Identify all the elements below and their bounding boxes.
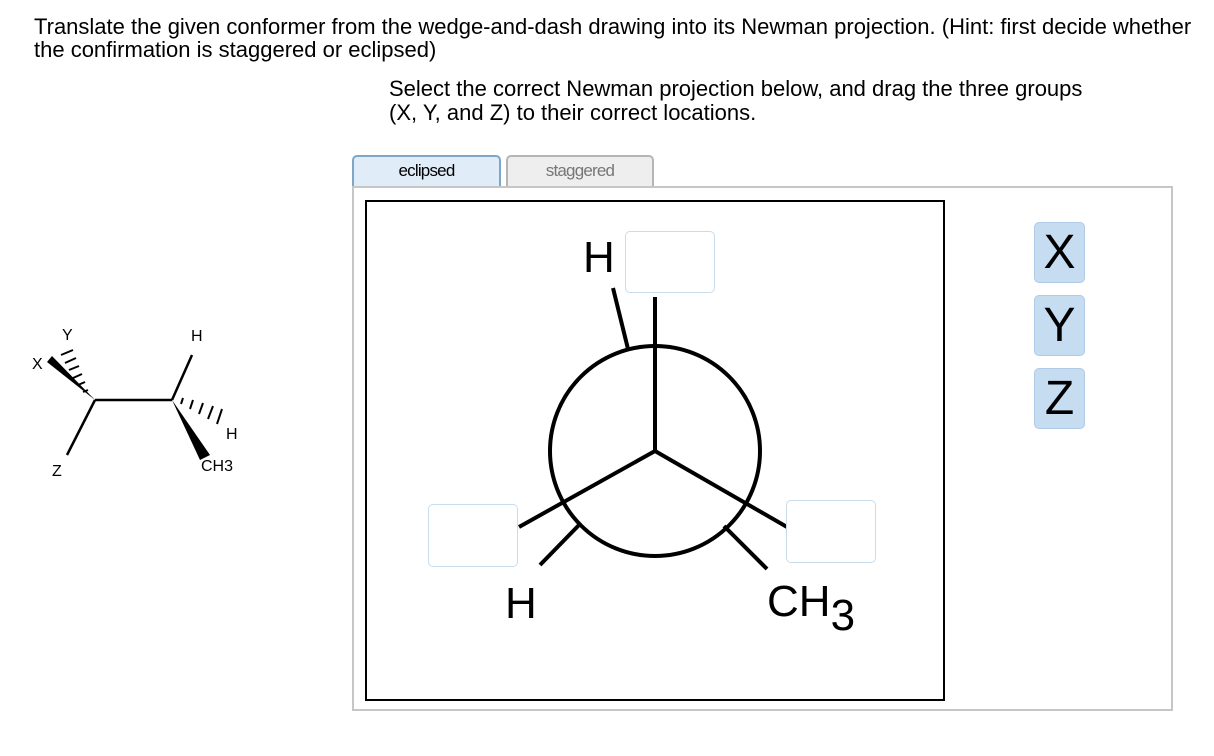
dropzone-left[interactable] <box>428 504 518 567</box>
y-label: Y <box>62 327 73 344</box>
tab-staggered[interactable]: staggered <box>506 155 654 186</box>
front-bond-right <box>655 451 787 527</box>
group-z-tile[interactable]: Z <box>1034 368 1085 429</box>
tab-eclipsed[interactable]: eclipsed <box>352 155 501 186</box>
h-bond <box>172 355 192 400</box>
instruction-text: Select the correct Newman projection below, and drag the three groups (X, Y, and Z) to their correct locations. <box>389 76 1083 125</box>
back-bond-right <box>724 526 767 569</box>
wedge-dash-molecule <box>0 300 260 490</box>
group-y-tile[interactable]: Y <box>1034 295 1085 356</box>
question-text: Translate the given conformer from the wedge-and-dash drawing into its Newman projection. (Hint: first decide whether the confirmation is staggered or eclipsed) <box>34 14 1192 62</box>
h-top-label: H <box>191 328 203 345</box>
x-label: X <box>32 356 43 373</box>
front-bond-left <box>519 451 655 527</box>
z-bond <box>67 400 95 455</box>
group-x-tile[interactable]: X <box>1034 222 1085 283</box>
dropzone-right[interactable] <box>786 500 876 563</box>
z-label: Z <box>52 463 62 480</box>
h-right-label: H <box>226 426 238 443</box>
newman-h-bottom-left: H <box>505 579 537 628</box>
ch3-label: CH3 <box>201 458 234 475</box>
h-dash-bond <box>181 398 222 424</box>
newman-ch3: CH3 <box>767 577 856 640</box>
back-bond-left <box>540 524 580 565</box>
x-wedge-bond <box>47 356 95 400</box>
dropzone-top[interactable] <box>625 231 715 293</box>
newman-h-top: H <box>583 233 615 282</box>
back-bond-top <box>613 288 628 349</box>
